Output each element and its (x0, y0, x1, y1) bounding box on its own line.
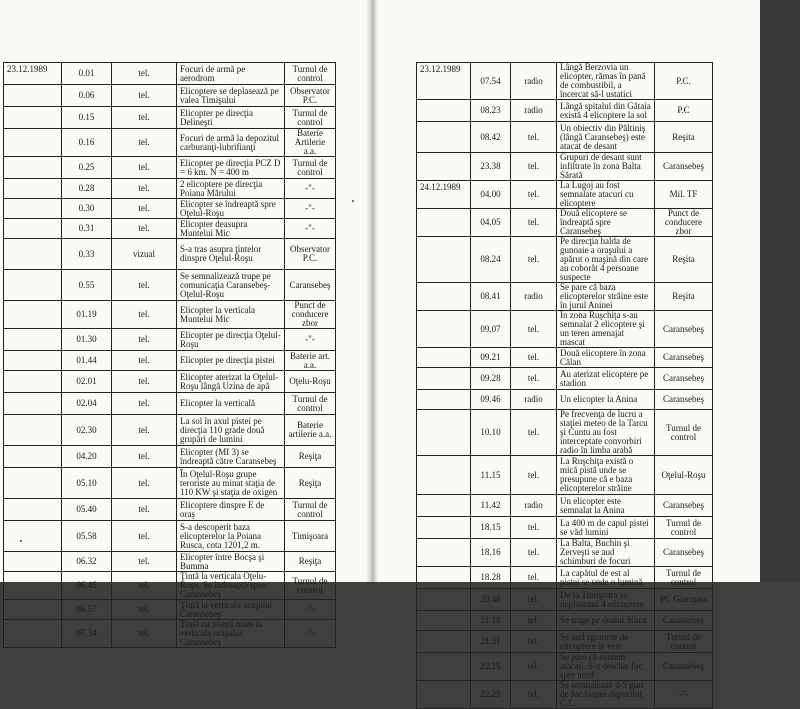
event-description-cell: Se pare că baza elicopterelor străine este în jurul Aninei (557, 283, 655, 311)
event-row (4, 415, 336, 446)
event-date-cell: 24.12.1989 (417, 181, 471, 209)
event-time-cell: 01.30 (62, 329, 112, 351)
event-date-cell (4, 219, 62, 239)
event-row (4, 572, 336, 600)
event-source-cell: Punct de conducere zbor (285, 301, 336, 329)
event-description-cell: S-a descoperit baza elicopterelor la Poiana Rusca, cota 1201,2 m. (177, 521, 285, 552)
event-time-cell: 04.20 (62, 446, 112, 468)
event-means-cell: tel. (511, 311, 557, 348)
event-date-cell (4, 351, 62, 371)
event-time-cell: 0.55 (62, 270, 112, 301)
event-row (417, 153, 713, 181)
paper-speck (20, 540, 22, 542)
event-row (417, 539, 713, 567)
event-row (417, 390, 713, 410)
event-row (417, 237, 713, 283)
event-row (4, 157, 336, 179)
event-time-cell: 06.57 (62, 600, 112, 620)
event-description-cell: La sol în axul pistei pe direcţia 110 grade două grupări de lumini (177, 415, 285, 446)
event-source-cell: Caransebeş (655, 368, 713, 390)
event-means-cell: tel. (112, 371, 177, 393)
event-row (417, 63, 713, 100)
event-date-cell (417, 153, 471, 181)
event-means-cell: tel. (112, 270, 177, 301)
event-means-cell: tel. (112, 107, 177, 129)
event-row (4, 107, 336, 129)
event-date-cell (417, 122, 471, 153)
event-time-cell: 09.46 (471, 390, 511, 410)
event-time-cell: 0.01 (62, 63, 112, 85)
event-time-cell: 0.16 (62, 129, 112, 157)
event-description-cell: Elicopter pe direcţia PCZ D = 6 km. N = 400 m (177, 157, 285, 179)
event-time-cell: 01.44 (62, 351, 112, 371)
event-source-cell: Oţelu-Roşu (285, 371, 336, 393)
event-description-cell: Lângă Berzovia un elicopter, rămas în pană de combustibil, a încercat să-l ustatici (557, 63, 655, 100)
event-description-cell: Două elicoptere în zona Călan (557, 348, 655, 368)
event-row (417, 611, 713, 631)
event-description-cell: Focuri de armă la depozitul carburanţi-lubrifianţi (177, 129, 285, 157)
event-time-cell: 01.19 (62, 301, 112, 329)
event-date-cell (417, 631, 471, 653)
event-row (4, 521, 336, 552)
event-means-cell: tel. (112, 157, 177, 179)
event-time-cell: 22.25 (471, 681, 511, 709)
event-source-cell: Caransebeş (655, 653, 713, 681)
scan-background-edge (760, 0, 800, 582)
right-events-body (417, 63, 713, 709)
event-description-cell: În Oţelul-Roşu grupe teroriste au minat staţia de 110 KW şi staţia de oxigen (177, 468, 285, 499)
event-time-cell: 23.38 (471, 153, 511, 181)
event-date-cell: 23.12.1989 (417, 63, 471, 100)
event-date-cell (4, 107, 62, 129)
event-source-cell: Observator P.C. (285, 239, 336, 270)
event-means-cell: tel. (112, 620, 177, 648)
event-description-cell: Elicopter aterizat la Oţelul-Roşu lângă Uzina de apă (177, 371, 285, 393)
event-time-cell: 21.18 (471, 611, 511, 631)
event-means-cell: tel. (112, 329, 177, 351)
event-source-cell: Mil. TF (655, 181, 713, 209)
event-description-cell: Au aterizat elicoptere pe stadion (557, 368, 655, 390)
event-time-cell: 06.46 (62, 572, 112, 600)
event-time-cell: 21.31 (471, 631, 511, 653)
event-time-cell: 04.00 (471, 181, 511, 209)
event-description-cell: S-a tras asupra ţintelor dinspre Oţelul-Roşu (177, 239, 285, 270)
event-means-cell: tel. (112, 521, 177, 552)
event-means-cell: tel. (511, 181, 557, 209)
event-description-cell: Elicoptere dinspre E de oraş (177, 499, 285, 521)
event-means-cell: tel. (112, 63, 177, 85)
event-date-cell (4, 499, 62, 521)
event-row (4, 446, 336, 468)
event-means-cell: tel. (511, 410, 557, 456)
event-date-cell (4, 270, 62, 301)
event-description-cell: De la Timişoara se deplasează 4 elicoptere (557, 589, 655, 611)
event-date-cell (417, 681, 471, 709)
event-row (417, 653, 713, 681)
event-time-cell: 02.04 (62, 393, 112, 415)
event-description-cell: Elicopter pe direcţia Oţelul-Roşu (177, 329, 285, 351)
event-means-cell: tel. (112, 415, 177, 446)
event-date-cell (417, 567, 471, 589)
event-row (4, 600, 336, 620)
event-row (417, 410, 713, 456)
event-date-cell (4, 239, 62, 270)
event-source-cell: Timişoara (285, 521, 336, 552)
event-description-cell: Se aud zgomote de elicoptere în vest (557, 631, 655, 653)
event-source-cell: -"- (655, 681, 713, 709)
event-source-cell: Turnul de control (285, 63, 336, 85)
event-time-cell: 18.15 (471, 517, 511, 539)
event-source-cell: Turnul de control (285, 572, 336, 600)
event-row (4, 239, 336, 270)
event-source-cell: Reşiţa (285, 468, 336, 499)
event-row (4, 270, 336, 301)
event-row (4, 620, 336, 648)
event-row (4, 85, 336, 107)
event-source-cell: Reşita (655, 283, 713, 311)
event-description-cell: La capătul de est al pistei se vede o lumină (557, 567, 655, 589)
event-date-cell (4, 393, 62, 415)
event-means-cell: radio (511, 390, 557, 410)
event-source-cell: -"- (285, 620, 336, 648)
event-row (4, 63, 336, 85)
event-source-cell: Reşiţa (285, 552, 336, 572)
event-date-cell (4, 521, 62, 552)
right-page (372, 0, 760, 708)
event-means-cell: tel. (112, 301, 177, 329)
event-time-cell: 08.23 (471, 100, 511, 122)
event-row (417, 122, 713, 153)
event-time-cell: 0.30 (62, 199, 112, 219)
event-means-cell: tel. (112, 85, 177, 107)
right-events-table-wrap (416, 62, 712, 709)
event-description-cell: 2 elicoptere pe direcţia Poiana Mărului (177, 179, 285, 199)
event-means-cell: tel. (112, 199, 177, 219)
event-source-cell: Caransebeş (285, 270, 336, 301)
event-source-cell: Caransebeş (655, 348, 713, 368)
event-row (4, 199, 336, 219)
event-means-cell: tel. (112, 219, 177, 239)
event-row (417, 348, 713, 368)
event-means-cell: tel. (511, 611, 557, 631)
event-description-cell: Elicopter (MI 3) se îndreaptă către Caransebeş (177, 446, 285, 468)
event-description-cell: Elicopter deasupra Muntelui Mic (177, 219, 285, 239)
event-date-cell (417, 237, 471, 283)
event-time-cell: 08.24 (471, 237, 511, 283)
event-time-cell: 0.06 (62, 85, 112, 107)
event-source-cell: Turnul de control (285, 157, 336, 179)
event-date-cell (417, 368, 471, 390)
left-events-table-wrap (3, 62, 335, 648)
event-date-cell (417, 283, 471, 311)
event-means-cell: radio (511, 100, 557, 122)
event-time-cell: 0.25 (62, 157, 112, 179)
event-time-cell: 22.15 (471, 653, 511, 681)
event-means-cell: tel. (112, 499, 177, 521)
event-row (417, 495, 713, 517)
event-description-cell: Elicopter se îndreaptă spre Oţelul-Roşu (177, 199, 285, 219)
event-time-cell: 18.16 (471, 539, 511, 567)
event-date-cell (417, 611, 471, 631)
event-description-cell: La Lugoj au fost semnalate atacuri cu elicoptere (557, 181, 655, 209)
event-source-cell: Turnul de control (655, 567, 713, 589)
event-means-cell: tel. (511, 681, 557, 709)
event-description-cell: În zona Ruşchiţa s-au semnalat 2 elicoptere şi un teren amenajat mascat (557, 311, 655, 348)
event-time-cell: 18.28 (471, 567, 511, 589)
left-page (0, 0, 372, 647)
event-description-cell: Elicopter pe direcţia pistei (177, 351, 285, 371)
event-date-cell (417, 410, 471, 456)
event-time-cell: 05.10 (62, 468, 112, 499)
event-source-cell: Observator P.C. (285, 85, 336, 107)
event-description-cell: Se semnalizează trupe pe comunicaţia Caransebeş-Oţelul-Roşu (177, 270, 285, 301)
event-date-cell (417, 539, 471, 567)
event-date-cell (417, 209, 471, 237)
event-row (4, 499, 336, 521)
event-source-cell: Turnul de control (285, 107, 336, 129)
event-date-cell (417, 311, 471, 348)
event-description-cell: Elicopter la verticală (177, 393, 285, 415)
event-means-cell: tel. (511, 153, 557, 181)
event-source-cell: Punct de conducere zbor (655, 209, 713, 237)
event-row (4, 329, 336, 351)
event-time-cell: 08.41 (471, 283, 511, 311)
left-events-body (4, 63, 336, 648)
event-row (417, 181, 713, 209)
event-time-cell: 07.34 (62, 620, 112, 648)
event-description-cell: Se trage pe dealul Sinca (557, 611, 655, 631)
event-means-cell: tel. (112, 393, 177, 415)
event-time-cell: 07.54 (471, 63, 511, 100)
event-source-cell: -"- (285, 199, 336, 219)
event-time-cell: 11.42 (471, 495, 511, 517)
event-means-cell: radio (511, 283, 557, 311)
event-time-cell: 09.21 (471, 348, 511, 368)
event-source-cell: Caransebeş (655, 311, 713, 348)
event-description-cell: Un obiectiv din Păltiniş (lângă Caransebeş) este atacat de desant (557, 122, 655, 153)
event-means-cell: tel. (112, 572, 177, 600)
event-source-cell: Caransebeş (655, 153, 713, 181)
event-row (4, 552, 336, 572)
event-date-cell (417, 456, 471, 495)
event-time-cell: 0.15 (62, 107, 112, 129)
event-date-cell (417, 100, 471, 122)
event-description-cell: Elicopter pe direcţia Delineşti (177, 107, 285, 129)
event-source-cell: -"- (285, 179, 336, 199)
event-date-cell: 23.12.1989 (4, 63, 62, 85)
event-means-cell: radio (511, 495, 557, 517)
event-means-cell: tel. (511, 589, 557, 611)
event-means-cell: tel. (511, 517, 557, 539)
event-means-cell: tel. (511, 653, 557, 681)
event-row (417, 631, 713, 653)
event-time-cell: 0.33 (62, 239, 112, 270)
event-date-cell (417, 348, 471, 368)
event-date-cell (4, 129, 62, 157)
event-description-cell: Elicopter între Bocşa şi Bumma (177, 552, 285, 572)
event-time-cell: 10.10 (471, 410, 511, 456)
event-date-cell (4, 468, 62, 499)
left-events-table (3, 62, 336, 648)
event-means-cell: tel. (112, 129, 177, 157)
event-time-cell: 02.30 (62, 415, 112, 446)
event-source-cell: Turnul de control (655, 517, 713, 539)
book-gutter-shadow (366, 0, 378, 582)
event-source-cell: Baterie artilerie a.a. (285, 415, 336, 446)
event-date-cell (4, 446, 62, 468)
event-date-cell (4, 620, 62, 648)
event-date-cell (4, 552, 62, 572)
event-description-cell: Focuri de armă pe aerodrom (177, 63, 285, 85)
event-source-cell: Reşiţa (285, 446, 336, 468)
event-row (417, 100, 713, 122)
event-source-cell: Caransebeş (655, 539, 713, 567)
event-row (4, 219, 336, 239)
event-source-cell: -"- (285, 600, 336, 620)
event-source-cell: PC Giarmata (655, 589, 713, 611)
event-means-cell: tel. (112, 600, 177, 620)
event-means-cell: tel. (511, 539, 557, 567)
event-time-cell: 09.07 (471, 311, 511, 348)
event-means-cell: tel. (511, 631, 557, 653)
event-description-cell: Ţintă la verticala Oţelu-Roşu. Se îndreaptă spre Caransebeş (177, 572, 285, 600)
event-description-cell: Lângă spitalul din Gătaia există 4 elicoptere la sol (557, 100, 655, 122)
event-means-cell: tel. (511, 567, 557, 589)
event-means-cell: tel. (112, 552, 177, 572)
event-row (4, 129, 336, 157)
event-row (417, 456, 713, 495)
event-date-cell (4, 179, 62, 199)
event-description-cell: La Balta, Buchin şi Zerveşti se aud schimburi de focuri (557, 539, 655, 567)
event-description-cell: Pe frecvenţa de lucru a staţiei meteo de la Tarcu şi Cuntu au fost interceptate convorbiri radio în limba arabă (557, 410, 655, 456)
event-source-cell: Caransebeş (655, 390, 713, 410)
event-description-cell: Se pare că suntem atacaţi. S-a deschis foc spre nord (557, 653, 655, 681)
event-row (4, 393, 336, 415)
event-means-cell: radio (511, 63, 557, 100)
event-description-cell: Ţintă la verticala oraşului Caransebeş (177, 600, 285, 620)
event-source-cell: Reşita (655, 122, 713, 153)
event-date-cell (417, 589, 471, 611)
event-description-cell: La Ruşchiţa există o mică pistă unde se presupune că e baza elicopterelor străine (557, 456, 655, 495)
event-source-cell: Oţelul-Roşu (655, 456, 713, 495)
event-means-cell: tel. (112, 468, 177, 499)
event-means-cell: tel. (112, 351, 177, 371)
event-row (417, 368, 713, 390)
event-means-cell: tel. (112, 179, 177, 199)
event-row (4, 179, 336, 199)
event-source-cell: -"- (285, 219, 336, 239)
event-time-cell: 0.28 (62, 179, 112, 199)
event-means-cell: tel. (511, 209, 557, 237)
event-description-cell: Pe direcţia halda de gunoaie a oraşului a apărut o maşină din care au coborât 4 persoane suspecte (557, 237, 655, 283)
event-source-cell: Turnul de control (285, 393, 336, 415)
event-description-cell: Elicopter la verticala Muntelui Mic (177, 301, 285, 329)
event-description-cell: Ţintă cu viteză mare la verticala oraşului Caransebeş (177, 620, 285, 648)
event-row (417, 311, 713, 348)
event-date-cell (4, 329, 62, 351)
event-row (4, 371, 336, 393)
event-row (417, 209, 713, 237)
event-source-cell: Turnul de control (655, 631, 713, 653)
event-date-cell (4, 415, 62, 446)
event-date-cell (4, 301, 62, 329)
event-source-cell: Turnul de control (655, 410, 713, 456)
event-source-cell: Caransebeş (655, 611, 713, 631)
event-source-cell: P.C. (655, 63, 713, 100)
event-row (4, 351, 336, 371)
event-date-cell (417, 517, 471, 539)
event-time-cell: 05.58 (62, 521, 112, 552)
event-description-cell: Grupuri de desant sunt infiltrate în zona Balta Sărată (557, 153, 655, 181)
event-date-cell (417, 390, 471, 410)
event-means-cell: tel. (511, 368, 557, 390)
event-description-cell: Se semnalează 4-5 guri de foc înspre depozitul C.L. (557, 681, 655, 709)
event-source-cell: P.C (655, 100, 713, 122)
event-source-cell: -"- (285, 329, 336, 351)
event-means-cell: tel. (511, 237, 557, 283)
event-source-cell: Turnul de control (285, 499, 336, 521)
event-source-cell: Baterie Artilerie a.a. (285, 129, 336, 157)
event-means-cell: tel. (511, 348, 557, 368)
event-time-cell: 02.01 (62, 371, 112, 393)
event-row (417, 567, 713, 589)
event-description-cell: La 400 m de capul pistei se văd lumini (557, 517, 655, 539)
event-row (417, 517, 713, 539)
event-description-cell: Un elicopter este semnalat la Anina (557, 495, 655, 517)
event-means-cell: tel. (511, 122, 557, 153)
event-means-cell: tel. (511, 456, 557, 495)
event-time-cell: 05.40 (62, 499, 112, 521)
event-means-cell: vizual (112, 239, 177, 270)
event-time-cell: 04.05 (471, 209, 511, 237)
event-date-cell (417, 653, 471, 681)
event-time-cell: 06.32 (62, 552, 112, 572)
event-date-cell (4, 371, 62, 393)
event-row (417, 283, 713, 311)
event-source-cell: Caransebeş (655, 495, 713, 517)
event-date-cell (4, 572, 62, 600)
event-time-cell: 09.28 (471, 368, 511, 390)
event-time-cell: 08.42 (471, 122, 511, 153)
event-source-cell: Reşita (655, 237, 713, 283)
event-time-cell: 0.31 (62, 219, 112, 239)
event-source-cell: Baterie art. a.a. (285, 351, 336, 371)
event-time-cell: 20.48 (471, 589, 511, 611)
event-date-cell (417, 495, 471, 517)
event-means-cell: tel. (112, 446, 177, 468)
event-row (4, 301, 336, 329)
event-date-cell (4, 600, 62, 620)
event-row (417, 589, 713, 611)
event-description-cell: Elicoptere se deplasează pe valea Timişului (177, 85, 285, 107)
event-date-cell (4, 157, 62, 179)
event-time-cell: 11.15 (471, 456, 511, 495)
event-description-cell: Un elicopter la Anina (557, 390, 655, 410)
event-row (4, 468, 336, 499)
event-description-cell: Două elicoptere se îndreaptă spre Caransebeş (557, 209, 655, 237)
right-events-table (416, 62, 713, 709)
event-date-cell (4, 199, 62, 219)
event-date-cell (4, 85, 62, 107)
paper-speck (352, 200, 354, 202)
event-row (417, 681, 713, 709)
